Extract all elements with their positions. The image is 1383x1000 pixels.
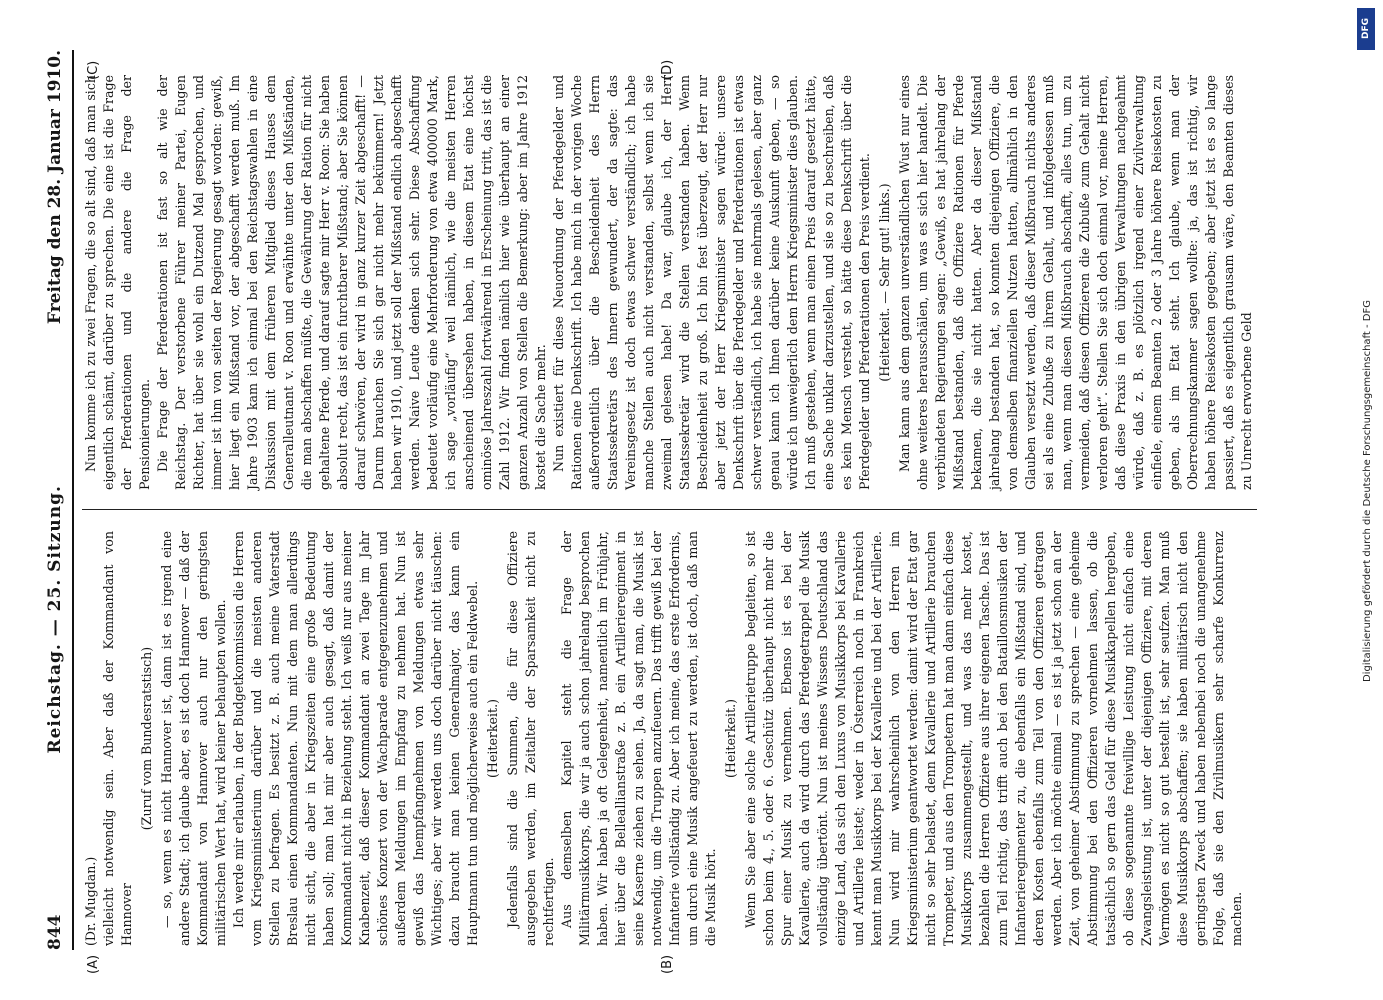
- left-column: [82, 531, 1246, 946]
- paragraph: Nun komme ich zu zwei Fragen, die so alt sind, daß man sich eigentlich schämt, darüber zu sprechen. Die eine ist die Frage der Pferderationen und die andere die Frage der Pensionierungen.: [83, 75, 152, 490]
- page-number: 844: [45, 914, 65, 950]
- session-date: Freitag den 28. Januar 1910.: [45, 50, 65, 325]
- interjection: (Heiterkeit. — Sehr gut! links.): [877, 183, 892, 382]
- interjection: (Heiterkeit.): [485, 699, 500, 778]
- paragraph: — so, wenn es nicht Hannover ist, dann ist es irgend eine andere Stadt; ich glaube aber, es ist doch Hannover — daß der Kommandant von Hannover auch nur den geringsten militärischen Wert hat, wird keiner behaupten wollen.: [159, 531, 228, 946]
- margin-marker-b: (B): [660, 954, 675, 974]
- paragraph: Nun existiert für diese Neuordnung der Pferdegelder und Rationen eine Denkschrift. Ich habe mich in der vorigen Woche außerordentlich über die Bescheidenheit des Herrn Staatssekretärs des Innern gewundert, der da sagte: das Vereinsgesetz ist doch etwas schwer verständlich; ich habe manche Stellen auch nicht verstanden, selbst wenn ich sie zweimal gelesen habe! Da war, glaube ich, der Herr Staatssekretär wird die Stellen verstanden haben. Wenn Bescheidenheit zu groß. Ich bin fest überzeugt, der Herr nur aber jetzt der Herr Kriegsminister sagen würde: unsere Denkschrift über die Pferdegelder und Pferderationen ist etwas schwer verständlich, ich habe sie mehrmals gelesen, aber ganz genau kann ich Ihnen darüber keine Auskunft geben, — so würde ich unweigerlich dem Herrn Kriegsminister dies glauben. Ich muß gestehen, wenn man einen Preis darauf gesetzt hätte, eine Sache unklar darzustellen, und sie so zu beschreiben, daß es kein Mensch versteht, so hätte diese Denkschrift über die Pferdegelder und Pferderationen den Preis verdient.: [551, 75, 872, 490]
- dfg-logo: DFG: [1357, 8, 1375, 50]
- newspaper-page: [20, 50, 1310, 980]
- digitization-credit: Digitalisierung gefördert durch die Deutsche Forschungsgemeinschaft - DFG: [1362, 300, 1373, 683]
- session-title: Reichstag. — 25. Sitzung.: [45, 485, 65, 754]
- paragraph: Die Frage der Pferderationen ist fast so alt wie der Reichstag. Der verstorbene Führer meiner Partei, Eugen Richter, hat über sie wohl ein Dutzend Mal gesprochen, und immer ist ihm von seiten der Regierung gesagt worden: gewiß, hier liegt ein Mißstand vor, der abgeschafft werden muß. Im Jahre 1903 kam ich einmal bei den Reichstagswahlen in eine Diskussion mit dem früheren Mitglied dieses Hauses dem Generalleutnant v. Roon und erwähnte unter den Mißständen, die man abschaffen müßte, die Gewährung der Ration für nicht gehaltene Pferde, und darauf sagte mir Herr v. Roon: Sie haben absolut recht, das ist ein furchtbarer Mißstand; aber Sie können darauf schwören, der wird in ganz kurzer Zeit abgeschafft! — Darum brauchen Sie sich gar nicht mehr bekümmern! Jetzt haben wir 1910, und jetzt soll der Mißstand endlich abgeschafft werden. Naive Leute denken sich sehr. Diese Abschaffung bedeutet vorläufig eine Mehrforderung von etwa 400000 Mark, ich sage „vorläufig“ weil nämlich, wie die meisten Herren anscheinend übersehen haben, in diesem Etat eine höchst ominöse Jahreszahl fortwährend in Erscheinung tritt, das ist die Zahl 1912. Wir finden nämlich hier wie überhaupt an einer ganzen Anzahl von Stellen die Bemerkung: aber im Jahre 1912 kostet die Sache mehr.: [155, 75, 548, 490]
- interjection: (Zuruf vom Bundesratstisch): [139, 646, 154, 831]
- paragraph: Man kann aus dem ganzen unverständlichen Wust nur eines ohne weiteres herausschälen, um was es sich hier handelt. Die verbündeten Regierungen sagen: „Gewiß, es hat jahrelang der Mißstand bestanden, daß die Offiziere Rationen für Pferde bekamen, die sie nicht hatten. Aber da dieser Mißstand jahrelang bestanden hat, so konnten diejenigen Offiziere, die von demselben finanziellen Nutzen hatten, allmählich in den Glauben versetzt werden, daß dieser Mißbrauch nichts anderes sei als eine Zubuße zu ihrem Gehalt, und infolgedessen muß man, wenn man diesen Mißbrauch abschafft, alles tun, um zu vermeiden, daß diesen Offizieren die Zubuße zum Gehalt nicht verloren geht“. Stellen Sie sich doch einmal vor, meine Herren, daß diese Praxis in den übrigen Verwaltungen nachgeahmt würde, daß z. B. es plötzlich irgend einer Zivilverwaltung einfiele, einem Beamten 2 oder 3 Jahre höhere Reisekosten zu geben, als im Etat steht. Ich glaube, wenn man der Oberrechnungskammer sagen wollte: ja, das ist richtig, wir haben höhere Reisekosten gegeben; aber jetzt ist es so lange passiert, daß es eigentlich grausam wäre, den Beamten dieses zu Unrecht erworbene Geld: [897, 75, 1254, 490]
- paragraph: Aus demselben Kapitel steht die Frage der Militärmusikkorps, die wir ja auch schon jahrelang besprochen haben. Wir haben ja oft Gelegenheit, namentlich im Frühjahr, hier über die Belleallianstraße z. B. ein Artillerieregiment in seine Kaserne ziehen zu sehen. Ja, da sagt man, die Musik ist notwendig, um die Truppen anzufeuern. Das trifft gewiß bei der Infanterie vollständig zu. Aber ich meine, das erste Erfordernis, um durch eine Musik angefeuert zu werden, ist doch, daß man die Musik hört.: [559, 531, 718, 946]
- page-header: [40, 50, 70, 950]
- paragraph: Ich werde mir erlauben, in der Budgetkommission die Herren vom Kriegsministerium darüber und die meisten anderen Stellen zu befragen. Es besitzt z. B. auch meine Vaterstadt Breslau einen Kommandanten. Nun mit dem man allerdings nicht sicht, die aber in Kriegszeiten eine große Bedeutung haben soll; man hat mir aber auch gesagt, daß damit der Kommandant nicht in Beziehung steht. Ich weiß nur aus meiner Knabenzeit, daß dieser Kommandant an zwei Tage im Jahr schönes Konzert von der Wachparade entgegenzunehmen und außerdem Meldungen im Empfang zu nehmen hat. Nun ist gewiß das Inempfangnehmen von Meldungen etwas sehr Wichtiges; aber wir werden uns doch darüber nicht täuschen: dazu braucht man keinen Generalmajor, das kann ein Hauptmann tun und möglicherweise auch ein Feldwebel.: [231, 531, 480, 946]
- header-rule: [72, 50, 74, 950]
- interjection: (Heiterkeit.): [723, 699, 738, 778]
- margin-marker-a: (A): [86, 954, 101, 974]
- paragraph: Jedenfalls sind die Summen, die für diese Offiziere ausgegeben werden, im Zeitalter der Sparsamkeit nicht zu rechtfertigen.: [505, 531, 556, 946]
- column-divider: [82, 509, 1257, 510]
- speaker-name: (Dr. Mugdan.): [83, 856, 98, 946]
- paragraph: vielleicht notwendig sein. Aber daß der Kommandant von Hannover: [101, 531, 134, 946]
- margin-marker-d: (D): [660, 59, 675, 80]
- margin-marker-c: (C): [86, 60, 101, 80]
- right-column: [82, 75, 1256, 490]
- paragraph: Wenn Sie aber eine solche Artillerietruppe begleiten, so ist schon beim 4., 5. oder 6. Geschütz überhaupt nicht mehr die Spur einer Musik zu vernehmen. Ebenso ist es bei der Kavallerie, auch da wird durch das Pferdegetrappel die Musik vollständig übertönt. Nun ist meines Wissens Deutschland das einzige Land, das sich den Luxus von Musikkorps bei Kavallerie und Artillerie leistet; weder in Österreich noch in Frankreich kennt man Musikkorps bei der Kavallerie und bei der Artillerie. Nun wird mir wahrscheinlich von den Herren im Kriegsministerium geantwortet werden: damit wird der Etat gar nicht so sehr belastet, denn Kavallerie und Artillerie brauchen Trompeter, und aus den Trompetern hat man dann einfach diese Musikkorps zusammengestellt, und was das mehr kostet, bezahlen die Herren Offiziere aus ihrer eigenen Tasche. Das ist zum Teil richtig, das trifft auch bei den Bataillonsmusiken der Infanterieregimenter zu, die ebenfalls ein Mißstand sind, und deren Kosten ebenfalls zum Teil von den Offizieren getragen werden. Aber ich möchte einmal — es ist ja jetzt schon an der Zeit, von geheimer Abstimmung zu sprechen — eine geheime Abstimmung bei den Offizieren vornehmen lassen, ob die tatsächlich so gern das Geld für diese Musikkapellen hergeben, ob diese sogenannte freiwillige Leistung nicht einfach eine Zwangsleistung ist, unter der diejenigen Offiziere, mit deren Vermögen es nicht so gut bestellt ist, sehr seufzen. Man muß diese Musikkorps abschaffen; sie haben militärisch nicht den geringsten Zweck und haben nebenbei noch die unangenehme Folge, daß sie den Zivilmusikern sehr scharfe Konkurrenz machen.: [743, 531, 1244, 946]
